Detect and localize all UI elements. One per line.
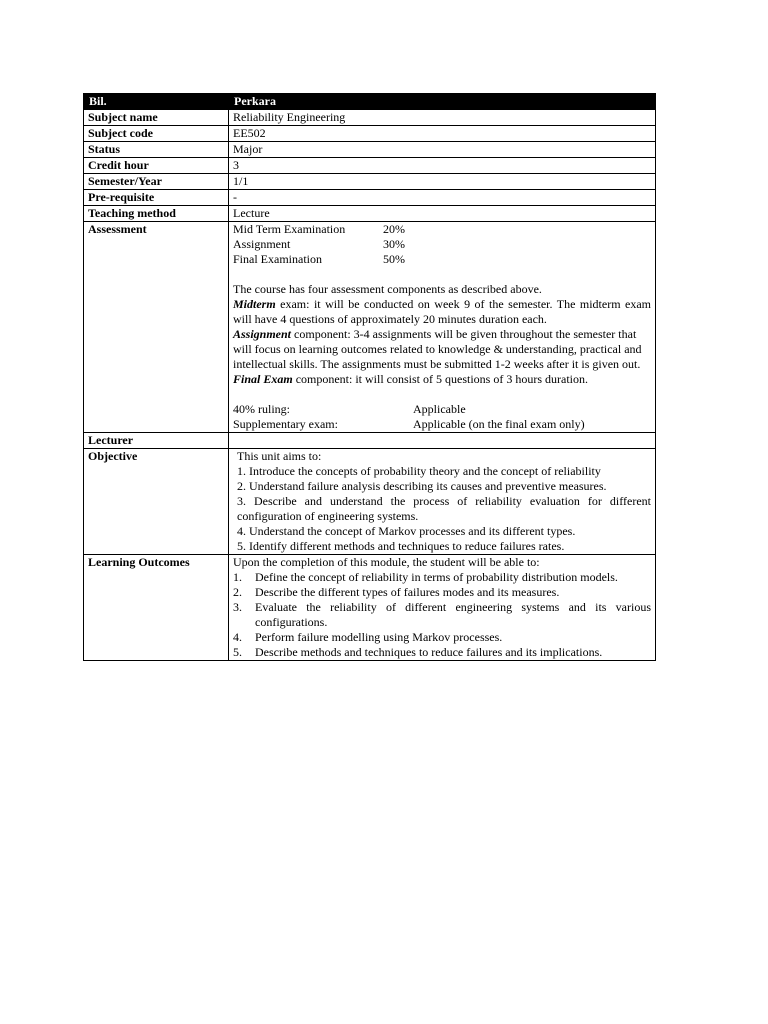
- ruling-label: 40% ruling:: [233, 402, 290, 416]
- learning-outcomes-intro: Upon the completion of this module, the student will be able to:: [233, 555, 540, 569]
- final-exam-term: Final Exam: [233, 372, 293, 386]
- item-text: Describe methods and techniques to reduce failures and its implications.: [255, 645, 603, 659]
- item-text: Describe the different types of failures modes and its measures.: [255, 585, 560, 599]
- midterm-term: Midterm: [233, 297, 276, 311]
- assessment-component: [233, 222, 651, 237]
- supplementary-label: Supplementary exam:: [233, 417, 338, 431]
- assessment-label: Assessment: [84, 222, 229, 433]
- ruling-value: Applicable: [413, 402, 466, 416]
- table-row: [84, 126, 656, 142]
- row-label: Teaching method: [84, 206, 229, 222]
- ruling-line: [233, 402, 651, 417]
- objective-label: Objective: [84, 449, 229, 555]
- final-exam-description: [233, 372, 651, 387]
- item-text: Perform failure modelling using Markov processes.: [255, 630, 503, 644]
- list-item: [233, 630, 651, 645]
- row-label: Semester/Year: [84, 174, 229, 190]
- assignment-term: Assignment: [233, 327, 292, 341]
- item-text: Define the concept of reliability in terms of probability distribution models.: [255, 570, 618, 584]
- table-row: [84, 110, 656, 126]
- objective-items: [233, 464, 651, 554]
- row-value: EE502: [229, 126, 656, 142]
- assessment-component: [233, 252, 651, 267]
- assignment-description: [233, 327, 651, 372]
- row-label: Subject name: [84, 110, 229, 126]
- item-number: 1.: [233, 570, 242, 584]
- assessment-component: [233, 237, 651, 252]
- table-row: [84, 174, 656, 190]
- component-name: Mid Term Examination: [233, 222, 346, 236]
- learning-outcomes-list: [233, 570, 651, 660]
- header-perkara: Perkara: [229, 94, 656, 110]
- assignment-text: component: 3-4 assignments will be given throughout the semester that will focus on learning outcomes related to knowledge & understanding, practical and intellectual skills. The assignments must be submitted 1-2 weeks after it is given out.: [233, 327, 642, 371]
- row-value: Reliability Engineering: [229, 110, 656, 126]
- subject-info-table: [83, 93, 656, 661]
- row-label: Credit hour: [84, 158, 229, 174]
- row-value: 3: [229, 158, 656, 174]
- objective-item: 4. Understand the concept of Markov processes and its different types.: [237, 524, 576, 538]
- row-label: Status: [84, 142, 229, 158]
- simple-rows: [84, 110, 656, 222]
- objective-item: 1. Introduce the concepts of probability theory and the concept of reliability: [237, 464, 601, 478]
- item-number: 3.: [233, 600, 242, 614]
- learning-outcomes-row: [84, 555, 656, 661]
- table-header-row: [84, 94, 656, 110]
- final-exam-text: component: it will consist of 5 questions of 3 hours duration.: [292, 372, 588, 386]
- table-row: [84, 142, 656, 158]
- component-name: Final Examination: [233, 252, 322, 266]
- learning-outcomes-label: Learning Outcomes: [84, 555, 229, 661]
- midterm-text: exam: it will be conducted on week 9 of the semester. The midterm exam will have 4 questions of approximately 20 minutes duration each.: [233, 297, 651, 326]
- item-number: 2.: [233, 585, 242, 599]
- row-label: Subject code: [84, 126, 229, 142]
- midterm-description: [233, 297, 651, 327]
- lecturer-row: [84, 433, 656, 449]
- objective-intro: This unit aims to:: [237, 449, 322, 463]
- assessment-intro: The course has four assessment components as described above.: [233, 282, 542, 296]
- list-item: [233, 570, 651, 585]
- supplementary-value: Applicable (on the final exam only): [413, 417, 585, 431]
- table-row: [84, 190, 656, 206]
- objective-value: [229, 449, 656, 555]
- row-label: Pre-requisite: [84, 190, 229, 206]
- component-name: Assignment: [233, 237, 291, 251]
- objective-item: 5. Identify different methods and techniques to reduce failures rates.: [237, 539, 565, 553]
- row-value: 1/1: [229, 174, 656, 190]
- learning-outcomes-value: [229, 555, 656, 661]
- row-value: Major: [229, 142, 656, 158]
- list-item: [233, 600, 651, 630]
- assessment-row: [84, 222, 656, 433]
- objective-item: 3. Describe and understand the process of reliability evaluation for different configuration of engineering systems.: [237, 494, 651, 523]
- item-number: 5.: [233, 645, 242, 659]
- item-number: 4.: [233, 630, 242, 644]
- lecturer-value: [229, 433, 656, 449]
- objective-row: [84, 449, 656, 555]
- list-item: [233, 585, 651, 600]
- row-value: Lecture: [229, 206, 656, 222]
- supplementary-line: [233, 417, 651, 432]
- component-weight: 50%: [383, 252, 405, 266]
- assessment-value: [229, 222, 656, 433]
- list-item: [233, 645, 651, 660]
- component-weight: 20%: [383, 222, 405, 236]
- component-weight: 30%: [383, 237, 405, 251]
- header-bil: Bil.: [84, 94, 229, 110]
- lecturer-label: Lecturer: [84, 433, 229, 449]
- table-row: [84, 206, 656, 222]
- table-row: [84, 158, 656, 174]
- item-text: Evaluate the reliability of different engineering systems and its various configurations.: [255, 600, 651, 629]
- row-value: -: [229, 190, 656, 206]
- objective-item: 2. Understand failure analysis describing its causes and preventive measures.: [237, 479, 607, 493]
